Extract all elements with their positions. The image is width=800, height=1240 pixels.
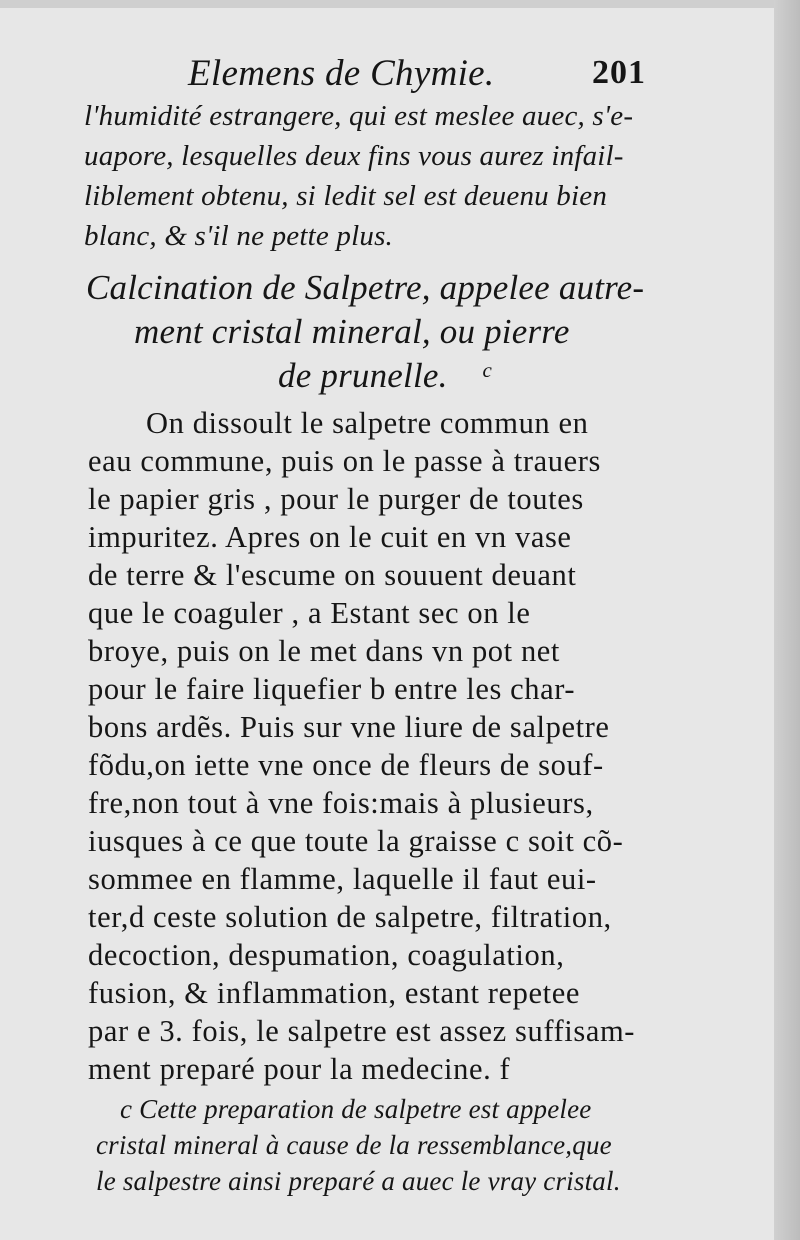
heading-note-marker: c: [482, 358, 493, 382]
body-line: sommee en flamme, laquelle il faut eui-: [88, 862, 597, 896]
body-line: broye, puis on le met dans vn pot net: [88, 634, 561, 668]
page-top-edge: [0, 0, 800, 8]
body-line: On dissoult le salpetre commun en: [146, 406, 589, 440]
continuation-line: uapore, lesquelles deux fins vous aurez infail-: [84, 140, 624, 172]
body-line: bons ardẽs. Puis sur vne liure de salpetre: [88, 710, 610, 744]
body-line: par e 3. fois, le salpetre est assez suffisam-: [88, 1014, 636, 1048]
continuation-line: blanc, & s'il ne pette plus.: [84, 220, 394, 252]
body-line: fusion, & inflammation, estant repetee: [88, 976, 581, 1010]
page-number: 201: [592, 54, 646, 91]
body-line: pour le faire liquefier b entre les char-: [88, 672, 576, 706]
section-heading-text: de prunelle.: [278, 356, 448, 395]
body-line: impuritez. Apres on le cuit en vn vase: [88, 520, 572, 554]
section-heading-line: Calcination de Salpetre, appelee autre-: [86, 268, 645, 307]
footnote-line: le salpestre ainsi preparé a auec le vray cristal.: [96, 1166, 621, 1196]
body-line: fõdu,on iette vne once de fleurs de souf-: [88, 748, 604, 782]
body-line: decoction, despumation, coagulation,: [88, 938, 565, 972]
body-line: le papier gris , pour le purger de toutes: [88, 482, 584, 516]
body-line: iusques à ce que toute la graisse c soit cõ-: [88, 824, 624, 858]
page-header: [0, 48, 800, 98]
continuation-line: liblement obtenu, si ledit sel est deuenu bien: [84, 180, 608, 212]
body-line: eau commune, puis on le passe à trauers: [88, 444, 601, 478]
body-line: ment preparé pour la medecine. f: [88, 1052, 511, 1086]
body-line: de terre & l'escume on souuent deuant: [88, 558, 577, 592]
running-title: Elemens de Chymie.: [188, 53, 495, 94]
footnote-line: cristal mineral à cause de la ressemblance,que: [96, 1130, 612, 1160]
continuation-line: l'humidité estrangere, qui est meslee auec, s'e-: [84, 100, 634, 132]
body-line: fre,non tout à vne fois:mais à plusieurs,: [88, 786, 594, 820]
section-heading-line: ment cristal mineral, ou pierre: [134, 312, 570, 351]
section-heading-line: [278, 356, 492, 396]
page-right-edge: [774, 0, 800, 1240]
body-line: ter,d ceste solution de salpetre, filtration,: [88, 900, 612, 934]
body-line: que le coaguler , a Estant sec on le: [88, 596, 531, 630]
footnote-line: c Cette preparation de salpetre est appelee: [120, 1094, 592, 1124]
